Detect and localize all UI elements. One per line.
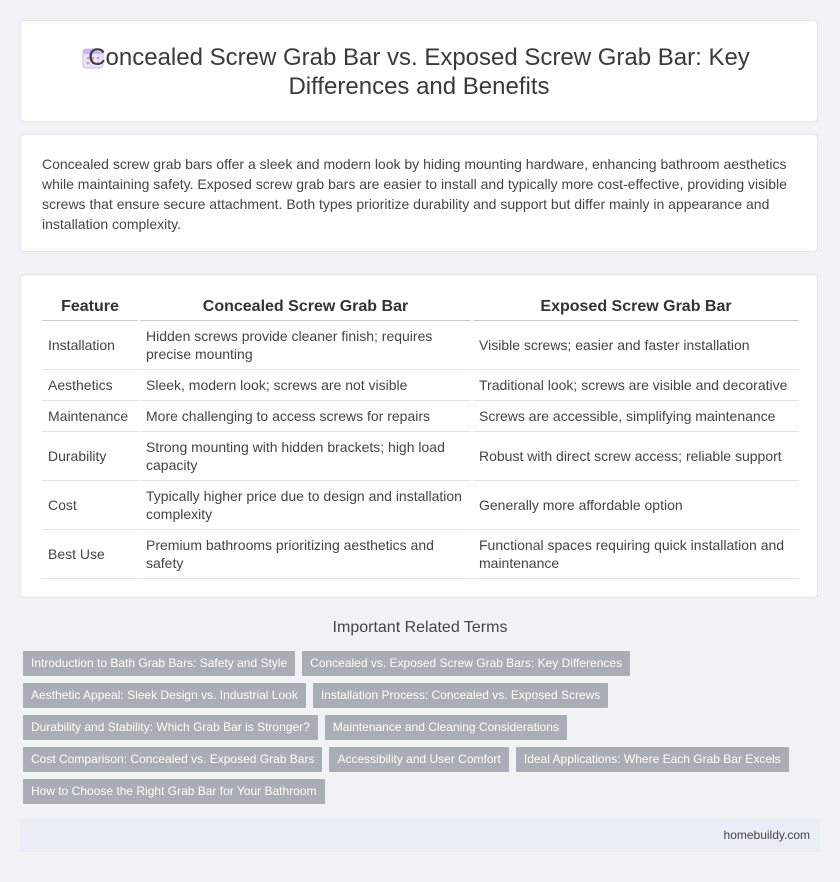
- concealed-cell: More challenging to access screws for repairs: [139, 401, 472, 432]
- related-terms-list: [23, 651, 823, 811]
- table-row: [42, 401, 799, 432]
- concealed-cell: Sleek, modern look; screws are not visible: [139, 370, 472, 401]
- table-row: [42, 530, 799, 579]
- exposed-cell: Screws are accessible, simplifying maintenance: [472, 401, 799, 432]
- summary-text: Concealed screw grab bars offer a sleek and modern look by hiding mounting hardware, enhancing bathroom aesthetics while maintaining safety. Exposed screw grab bars are easier to install and typically more cost-effective, providing visible screws that ensure secure attachment. Both types prioritize durability and support but differ mainly in appearance and installation complexity.: [42, 156, 787, 232]
- related-term-tag[interactable]: Cost Comparison: Concealed vs. Exposed Grab Bars: [23, 747, 322, 772]
- page-title: Concealed Screw Grab Bar vs. Exposed Screw Grab Bar: Key Differences and Benefits: [88, 44, 750, 100]
- exposed-cell: Robust with direct screw access; reliable support: [472, 432, 799, 481]
- feature-cell: Maintenance: [42, 401, 139, 432]
- concealed-cell: Hidden screws provide cleaner finish; requires precise mounting: [139, 321, 472, 370]
- related-term-tag[interactable]: Ideal Applications: Where Each Grab Bar Excels: [516, 747, 789, 772]
- related-term-tag[interactable]: Accessibility and User Comfort: [329, 747, 508, 772]
- concealed-cell: Premium bathrooms prioritizing aesthetics and safety: [139, 530, 472, 579]
- table-row: [42, 481, 799, 530]
- related-term-tag[interactable]: Aesthetic Appeal: Sleek Design vs. Industrial Look: [23, 683, 306, 708]
- related-terms-heading: Important Related Terms: [332, 619, 508, 636]
- concealed-cell: Typically higher price due to design and installation complexity: [139, 481, 472, 530]
- table-row: [42, 370, 799, 401]
- footer: [20, 818, 820, 852]
- exposed-cell: Traditional look; screws are visible and decorative: [472, 370, 799, 401]
- header-concealed: Concealed Screw Grab Bar: [139, 294, 472, 321]
- feature-cell: Aesthetics: [42, 370, 139, 401]
- related-term-tag[interactable]: Introduction to Bath Grab Bars: Safety and Style: [23, 651, 295, 676]
- table-row: [42, 432, 799, 481]
- header-feature: Feature: [42, 294, 139, 321]
- footer-site-link[interactable]: homebuildy.com: [723, 828, 810, 842]
- comparison-card: [20, 274, 818, 598]
- concealed-cell: Strong mounting with hidden brackets; high load capacity: [139, 432, 472, 481]
- exposed-cell: Functional spaces requiring quick installation and maintenance: [472, 530, 799, 579]
- exposed-cell: Visible screws; easier and faster installation: [472, 321, 799, 370]
- related-term-tag[interactable]: Installation Process: Concealed vs. Exposed Screws: [313, 683, 608, 708]
- related-term-tag[interactable]: Durability and Stability: Which Grab Bar is Stronger?: [23, 715, 318, 740]
- feature-cell: Cost: [42, 481, 139, 530]
- table-row: [42, 321, 799, 370]
- comparison-table: [42, 294, 799, 579]
- table-header-row: [42, 294, 799, 321]
- exposed-cell: Generally more affordable option: [472, 481, 799, 530]
- title-card: [20, 20, 818, 122]
- related-term-tag[interactable]: Concealed vs. Exposed Screw Grab Bars: Key Differences: [302, 651, 630, 676]
- feature-cell: Installation: [42, 321, 139, 370]
- feature-cell: Durability: [42, 432, 139, 481]
- related-term-tag[interactable]: Maintenance and Cleaning Considerations: [325, 715, 567, 740]
- summary-card: [20, 134, 818, 252]
- feature-cell: Best Use: [42, 530, 139, 579]
- header-exposed: Exposed Screw Grab Bar: [472, 294, 799, 321]
- related-term-tag[interactable]: How to Choose the Right Grab Bar for Your Bathroom: [23, 779, 325, 804]
